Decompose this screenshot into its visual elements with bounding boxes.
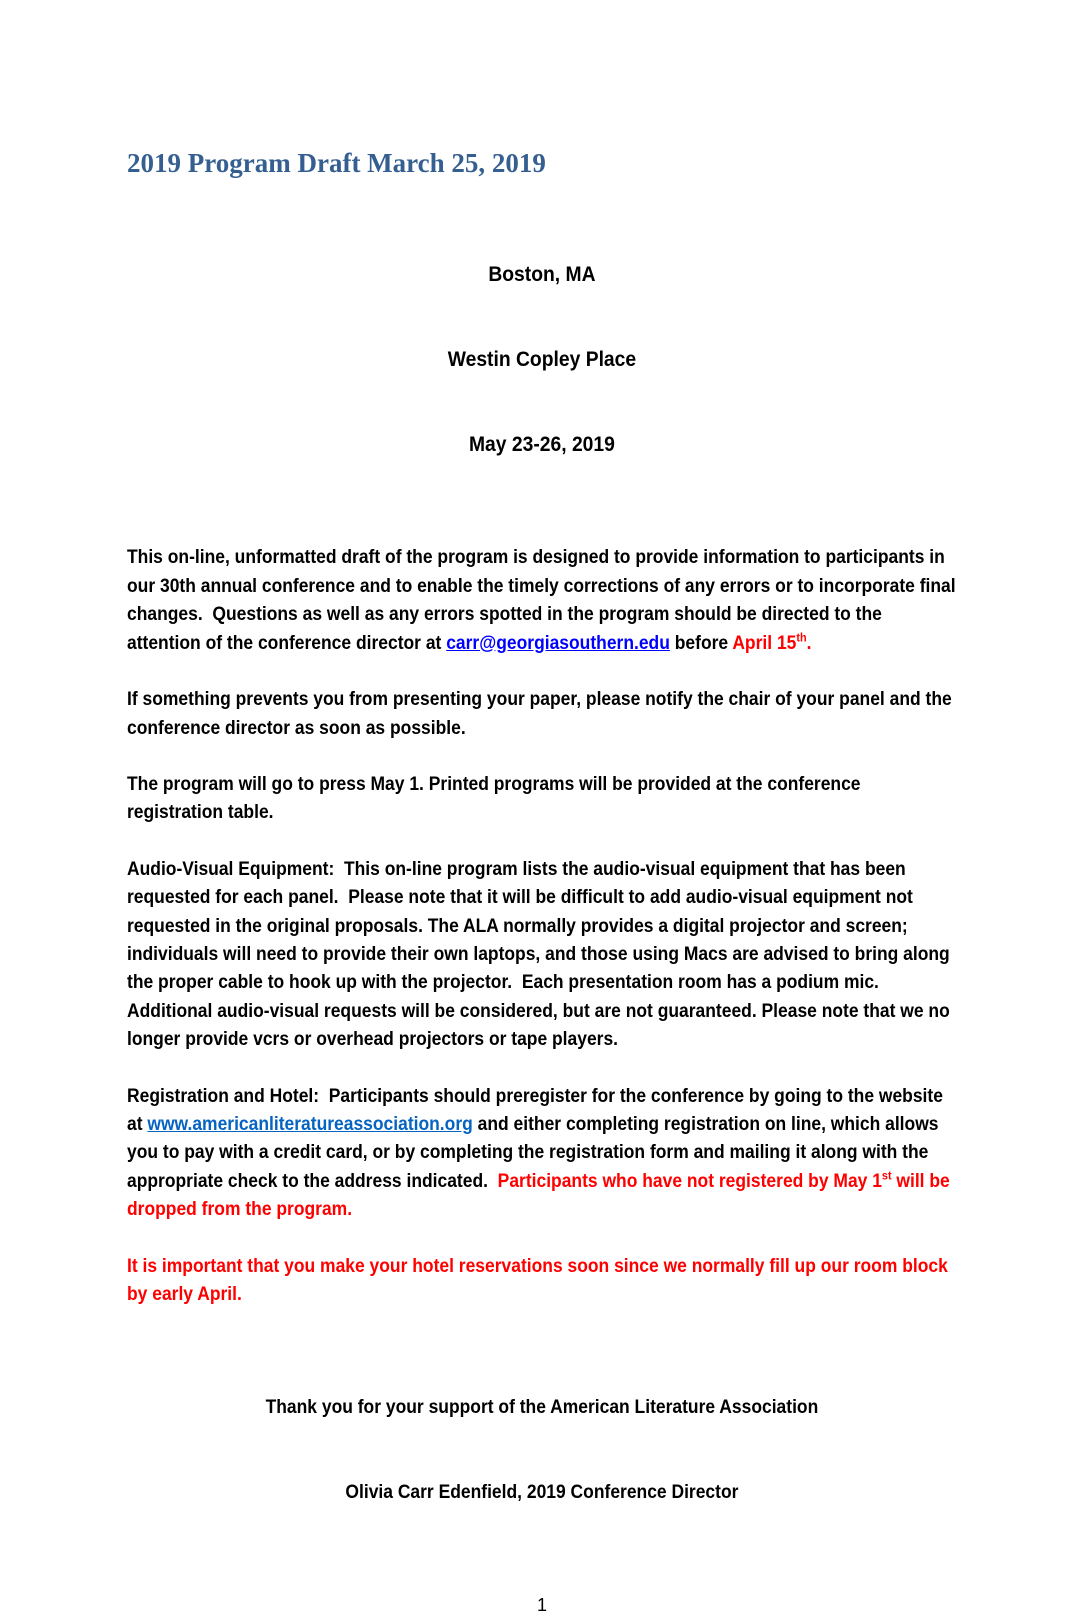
page-title: 2019 Program Draft March 25, 2019 — [127, 148, 546, 178]
text-run: before — [669, 632, 733, 654]
text-run: Audio-Visual Equipment: This on-line program lists the audio-visual equipment that has been requested for each panel. Please note that it will be difficult to add audio-visual equipment not requested in the original proposals. The ALA normally provides a digital projector and screen; individuals will need to provide their own laptops, and those using Macs are advised to bring along the proper cable to hook up with the projector. Each presentation room has a podium mic. Additional audio-visual requests will be considered, but are not guaranteed. Please note that we no longer provide vcrs or overhead projectors or tape players. — [127, 858, 955, 1051]
paragraph-audio-visual — [127, 856, 957, 1055]
text-run: The program will go to press May 1. Printed programs will be provided at the conference registration table. — [127, 773, 866, 824]
email-link[interactable]: carr@georgiasouthern.edu — [446, 632, 670, 654]
registration-deadline-ordinal: st — [881, 1169, 892, 1183]
registration-deadline-warning: Participants who have not registered by May 1 — [497, 1170, 882, 1192]
venue-dates: May 23-26, 2019 — [468, 433, 615, 457]
corrections-deadline: April 15 — [732, 632, 797, 654]
hotel-warning: It is important that you make your hotel reservations soon since we normally fill up our room block by early April. — [127, 1255, 953, 1305]
text-run: This on-line, unformatted draft of the program is designed to provide information to participants in our 30th annual conference and to enable the timely corrections of any errors or to incorporate final changes. Questions as well as any errors spotted in the program should be directed to the attention of the conference director at — [127, 547, 961, 654]
page-number: 1 — [536, 1594, 547, 1615]
venue-hotel: Westin Copley Place — [447, 348, 637, 372]
corrections-deadline-ordinal: th — [796, 631, 807, 645]
text-run: . — [806, 632, 812, 654]
closing-director: Olivia Carr Edenfield, 2019 Conference Director — [345, 1482, 739, 1504]
paragraph-hotel-reservations — [127, 1253, 957, 1310]
paragraph-registration-hotel — [127, 1083, 957, 1225]
text-run: and either completing registration on line, which allows you to pay with a credit card, or by completing the registration form and mailing it along with the appropriate check to the address indicated. — [127, 1113, 944, 1192]
venue-city: Boston, MA — [488, 262, 596, 286]
closing-block — [127, 1337, 957, 1564]
website-link[interactable]: www.americanliteratureassociation.org — [147, 1113, 473, 1135]
text-run: Registration and Hotel: Participants should preregister for the conference by going to the website at — [127, 1085, 948, 1135]
closing-thanks: Thank you for your support of the American Literature Association — [265, 1397, 819, 1419]
paragraph-notify-chair — [127, 686, 957, 743]
paragraph-press-date — [127, 771, 957, 828]
paragraph-intro — [127, 544, 961, 658]
text-run: If something prevents you from presenting your paper, please notify the chair of your panel and the conference director as soon as possible. — [127, 689, 957, 739]
venue-block — [127, 204, 957, 516]
text-run: will be dropped from the program. — [127, 1170, 955, 1221]
